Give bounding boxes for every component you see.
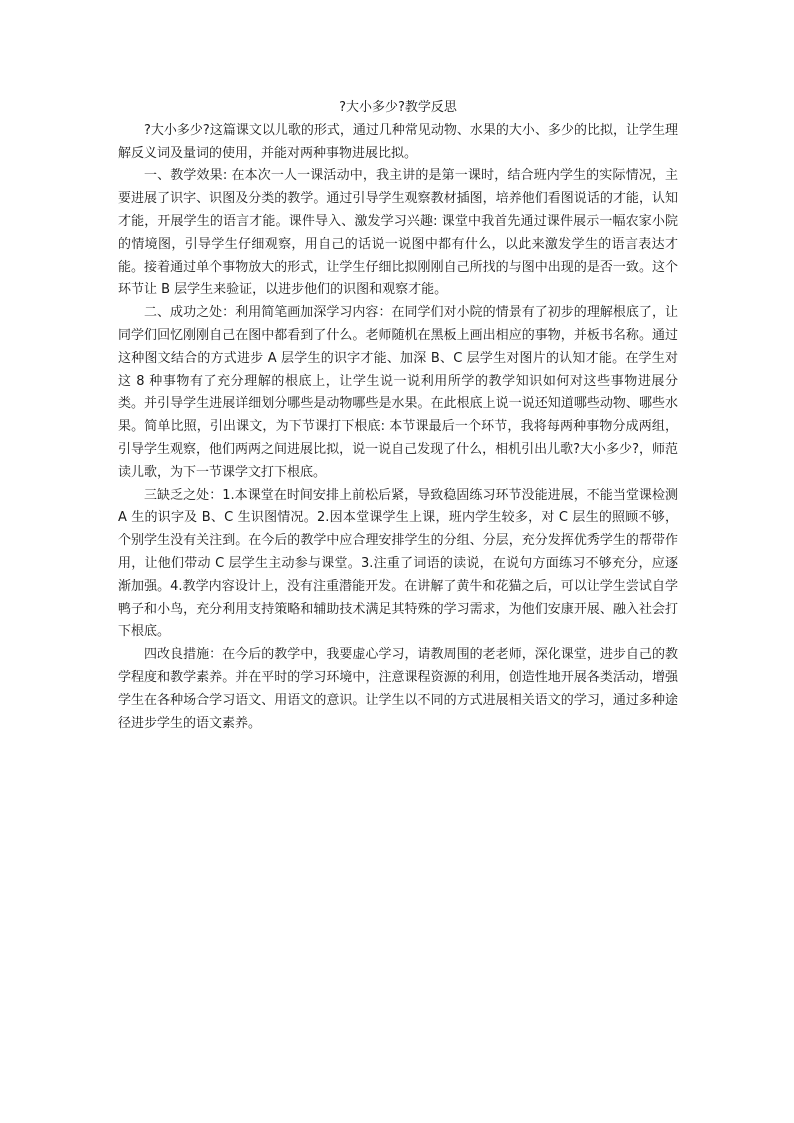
- paragraph-shortcomings: 三缺乏之处：1.本课堂在时间安排上前松后紧，导致稳固练习环节没能进展，不能当堂课检测 A 生的识字及 B、C 生识图情况。2.因本堂课学生上课，班内学生较多，对 C 层生的照顾不够，个别学生没有关注到。在今后的教学中应合理安排学生的分组、分层，充分发挥优秀学生的帮带作用，让他们带动 C 层学生主动参与课堂。3.注重了词语的读说，在说句方面练习不够充分，应逐渐加强。4.教学内容设计上，没有注重潜能开发。在讲解了黄牛和花猫之后，可以让学生尝试自学鸭子和小鸟，充分利用支持策略和辅助技术满足其特殊的学习需求，为他们安康开展、融入社会打下根底。: [118, 487, 678, 640]
- document-body: [118, 97, 678, 735]
- document-title: ?大小多少?教学反思: [339, 100, 457, 115]
- paragraph-intro: ?大小多少?这篇课文以儿歌的形式，通过几种常见动物、水果的大小、多少的比拟，让学生理解反义词及量词的使用，并能对两种事物进展比拟。: [118, 122, 678, 161]
- paragraph-teaching-effect: 一、教学效果: 在本次一人一课活动中，我主讲的是第一课时，结合班内学生的实际情况，主要进展了识字、识图及分类的教学。通过引导学生观察教材插图，培养他们看图说话的才能，认知才能，开展学生的语言才能。课件导入、激发学习兴趣: 课堂中我首先通过课件展示一幅农家小院的情境图，引导学生仔细观察，用自己的话说一说图中都有什么，以此来激发学生的语言表达才能。接着通过单个事物放大的形式，让学生仔细比拟刚刚自己所找的与图中出现的是否一致。这个环节让 B 层学生来验证，以进步他们的识图和观察才能。: [118, 168, 678, 298]
- paragraph-improvements: 四改良措施：在今后的教学中，我要虚心学习，请教周围的老老师，深化课堂，进步自己的教学程度和教学素养。并在平时的学习环境中，注意课程资源的利用，创造性地开展各类活动，增强学生在各种场合学习语文、用语文的意识。让学生以不同的方式进展相关语文的学习，通过多种途径进步学生的语文素养。: [118, 647, 678, 731]
- paragraph-success: 二、成功之处：利用简笔画加深学习内容：在同学们对小院的情景有了初步的理解根底了，让同学们回忆刚刚自己在图中都看到了什么。老师随机在黑板上画出相应的事物，并板书名称。通过这种图文结合的方式进步 A 层学生的识字才能、加深 B、C 层学生对图片的认知才能。在学生对这 8 种事物有了充分理解的根底上，让学生说一说利用所学的教学知识如何对这些事物进展分类。并引导学生进展详细划分哪些是动物哪些是水果。在此根底上说一说还知道哪些动物、哪些水果。简单比照，引出课文，为下节课打下根底: 本节课最后一个环节，我将每两种事物分成两组，引导学生观察，他们两两之间进展比拟，说一说自己发现了什么，相机引出儿歌?大小多少?，师范读儿歌，为下一节课学文打下根底。: [118, 305, 678, 480]
